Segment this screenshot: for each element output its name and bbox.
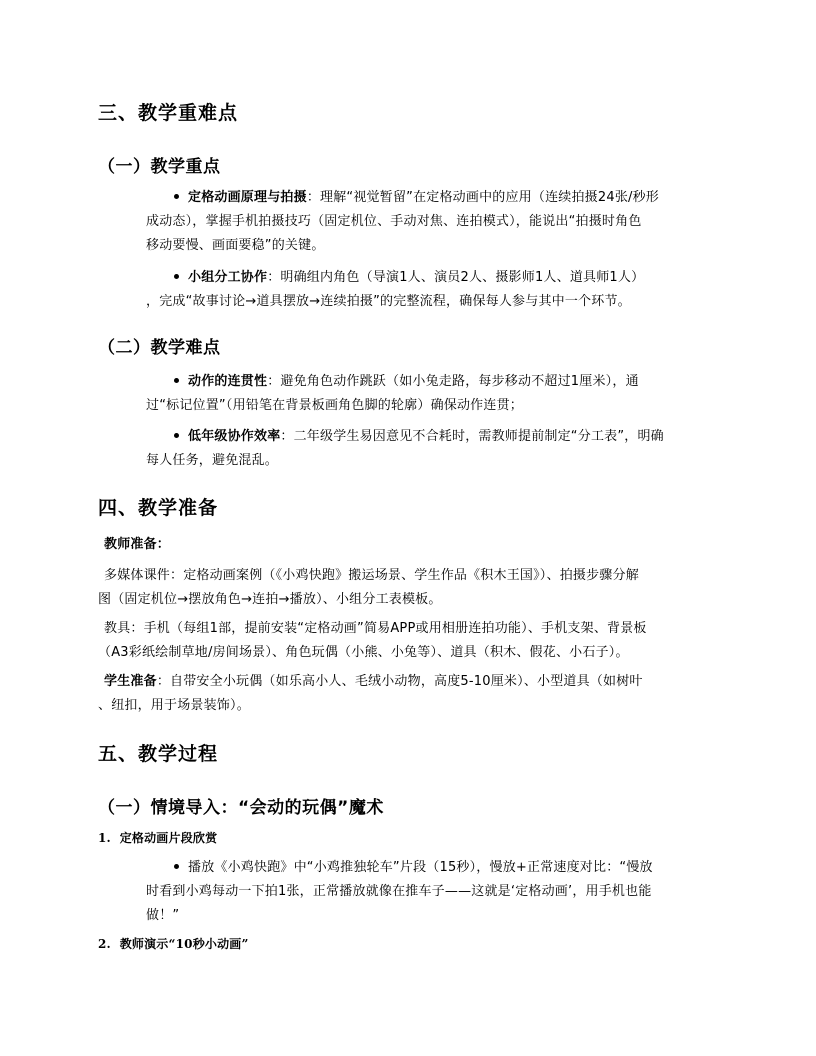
bullet-dot-icon xyxy=(174,864,179,869)
step-heading-clip-appreciation: 1. 定格动画片段欣赏 xyxy=(98,831,218,845)
subsection-heading-intro: （一）情境导入：“会动的玩偶”魔术 xyxy=(98,798,384,818)
subsection-heading-difficulties: （二）教学难点 xyxy=(98,338,221,358)
teacher-prep-label: 教师准备： xyxy=(104,537,171,552)
subsection-heading-key-points: （一）教学重点 xyxy=(98,157,221,177)
section-heading-4: 四、教学准备 xyxy=(98,497,219,519)
bullet-dot-icon xyxy=(174,274,179,279)
section-heading-5: 五、教学过程 xyxy=(98,743,219,765)
section-heading-3: 三、教学重难点 xyxy=(98,102,239,124)
bullet-dot-icon xyxy=(174,378,179,383)
bullet-dot-icon xyxy=(174,433,179,438)
step-heading-teacher-demo: 2. 教师演示“10秒小动画” xyxy=(98,937,249,951)
bullet-dot-icon xyxy=(174,194,179,199)
